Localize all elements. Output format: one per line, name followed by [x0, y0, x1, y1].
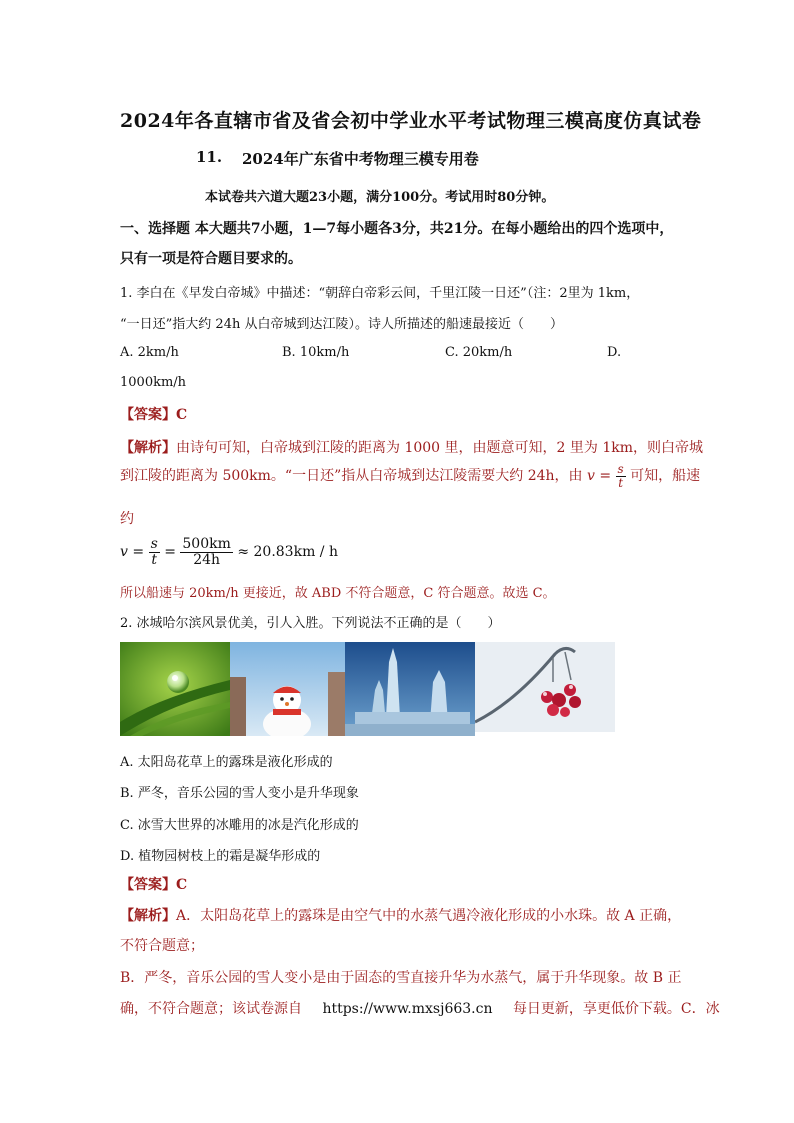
exam-intro: 本试卷共六道大题23小题，满分100分。考试用时80分钟。 [205, 190, 555, 205]
analysis-text: A．太阳岛花草上的露珠是由空气中的水蒸气遇冷液化形成的小水珠。故 A 正确， [176, 908, 682, 924]
q1-conclusion: 所以船速与 20km/h 更接近，故 ABD 不符合题意，C 符合题意。故选 C。 [120, 586, 556, 601]
formula-v: v [120, 544, 128, 561]
q1-option-c: C. 20km/h [445, 345, 513, 360]
formula-s: s [617, 462, 624, 476]
source-link[interactable]: https://www.mxsj663.cn [322, 1001, 493, 1017]
section-heading: 一、选择题 本大题共7小题，1—7每小题各3分，共21分。在每小题给出的四个选项中， [120, 221, 674, 237]
q2-analysis-line3: B．严冬，音乐公园的雪人变小是由于固态的雪直接升华为水蒸气，属于升华现象。故 B 正 [120, 970, 682, 986]
q1-option-b: B. 10km/h [282, 345, 350, 360]
q1-option-d-value: 1000km/h [120, 375, 187, 390]
formula-s: s [150, 536, 158, 552]
formula-result: ≈ 20.83km / h [237, 544, 338, 561]
analysis-text: 由诗句可知，白帝城到江陵的距离为 1000 里，由题意可知，2 里为 1km，则白帝城 [176, 440, 704, 456]
dew-drop-photo [120, 642, 230, 736]
q2-stem: 2. 冰城哈尔滨风景优美，引人入胜。下列说法不正确的是（ ） [120, 616, 501, 631]
analysis-text: 每日更新，享更低价下载。C．冰 [512, 1001, 720, 1017]
analysis-label: 【解析】 [120, 908, 176, 924]
q2-option-d: D. 植物园树枝上的霜是凝华形成的 [120, 849, 321, 864]
section-heading-cont: 只有一项是符合题目要求的。 [120, 251, 302, 267]
q2-analysis-line1 [120, 905, 681, 925]
q1-formula: v = $\frac{s}{t}$ = $\frac{500km}{24h}$ ≈ 20.83km / h [120, 536, 338, 568]
analysis-text: 到江陵的距离为 500km。“一日还”指从白帝城到达江陵需要大约 24h，由 [120, 468, 583, 485]
q1-option-a: A. 2km/h [120, 345, 179, 360]
analysis-label: 【解析】 [120, 440, 176, 456]
q1-analysis-line3: 约 [120, 511, 134, 527]
snowman-photo [230, 642, 345, 736]
q1-stem-cont: “一日还”指大约 24h 从白帝城到达江陵）。诗人所描述的船速最接近（ ） [120, 317, 563, 332]
q2-option-b: B. 严冬，音乐公园的雪人变小是升华现象 [120, 786, 359, 801]
formula-fraction [149, 537, 160, 567]
q2-option-a: A. 太阳岛花草上的露珠是液化形成的 [120, 755, 333, 770]
q2-analysis-line2: 不符合题意； [120, 938, 204, 954]
q2-answer: 【答案】C [120, 877, 188, 893]
formula-fraction [616, 463, 626, 489]
frost-berries-photo [475, 642, 615, 732]
formula-t: t [618, 475, 624, 490]
q1-stem: 1. 李白在《早发白帝城》中描述：“朝辞白帝彩云间，千里江陵一日还”（注：2里为 1km， [120, 286, 640, 301]
q2-option-c: C. 冰雪大世界的冰雕用的冰是汽化形成的 [120, 818, 359, 833]
q1-option-d: D. [607, 345, 622, 360]
page-title: 2024年各直辖市省及省会初中学业水平考试物理三模高度仿真试卷 [120, 110, 702, 132]
q2-analysis-line4 [120, 998, 720, 1018]
formula-denominator: 24h [193, 551, 221, 568]
formula-fraction-values [180, 537, 232, 567]
q1-analysis-line2: 到江陵的距离为 500km。“一日还”指从白帝城到达江陵需要大约 24h，由 v = $\frac{s}{t}$ 可知，船速 [120, 462, 701, 490]
subtitle: 2024年广东省中考物理三模专用卷 [242, 150, 479, 168]
formula-v: v [586, 468, 595, 485]
analysis-text: 可知，船速 [630, 468, 701, 485]
q1-analysis-line1 [120, 437, 703, 457]
analysis-text: 确，不符合题意；该试卷源自 [120, 1001, 302, 1017]
subtitle-number: 11. [196, 148, 223, 166]
formula-t: t [151, 551, 157, 568]
formula-numerator: 500km [182, 536, 231, 552]
ice-sculpture-photo [345, 642, 475, 736]
q1-answer: 【答案】C [120, 407, 188, 423]
